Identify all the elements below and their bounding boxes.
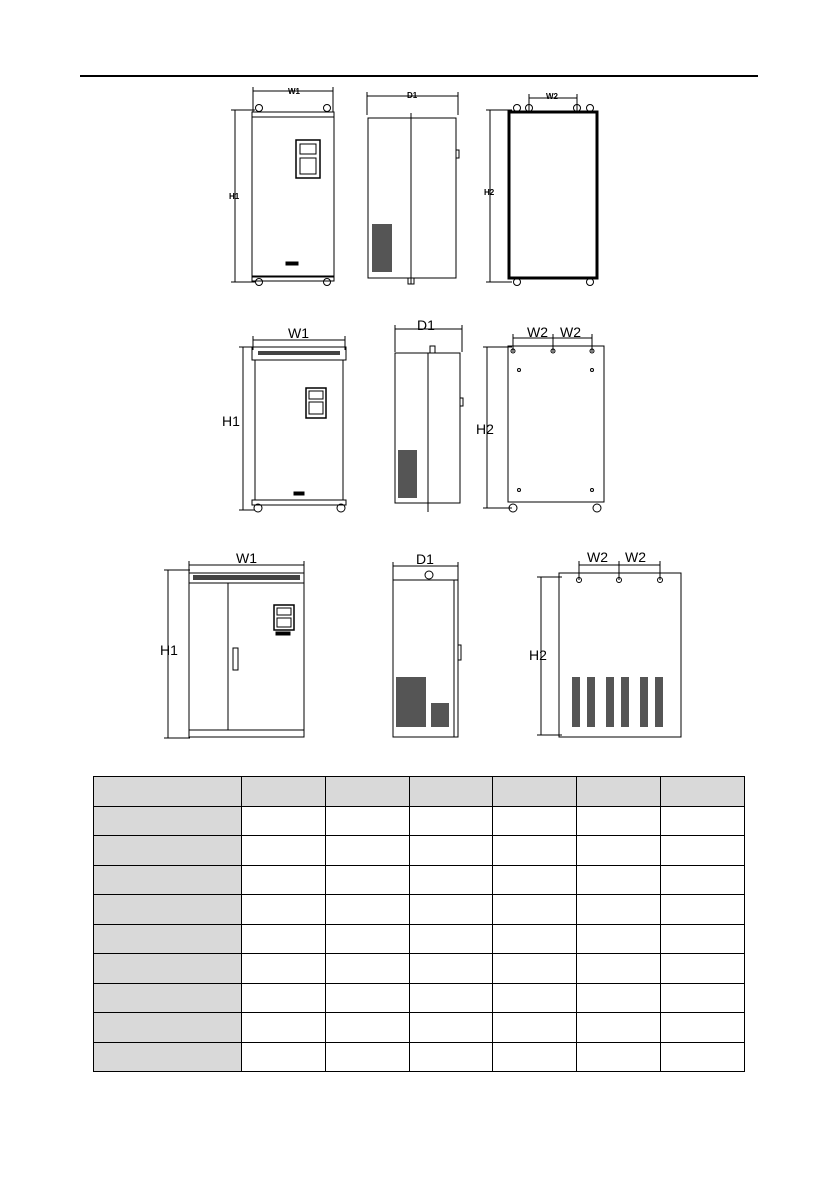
table-cell [94,836,242,866]
table-cell [409,777,493,807]
table-cell [94,924,242,954]
table-cell [409,954,493,984]
table-cell [242,865,326,895]
label-d1: D1 [417,317,435,333]
table-cell [409,1042,493,1072]
table-cell [493,806,577,836]
table-cell [409,806,493,836]
table-cell [409,865,493,895]
table-cell [242,1013,326,1043]
table-cell [242,895,326,925]
label-h1: H1 [222,413,240,429]
label-h2: H2 [529,647,547,663]
table-cell [661,1013,745,1043]
table-cell [94,806,242,836]
table-cell [493,836,577,866]
table-cell [577,895,661,925]
table-cell [661,924,745,954]
row3-side-view [393,562,461,737]
table-row [94,865,745,895]
label-d1: D1 [407,91,418,100]
label-w2-right: W2 [560,324,581,340]
table-cell [577,777,661,807]
table-cell [493,983,577,1013]
table-cell [325,895,409,925]
table-cell [661,1042,745,1072]
label-w2-left: W2 [587,549,608,565]
table-cell [577,806,661,836]
label-w2-left: W2 [527,324,548,340]
table-cell [493,924,577,954]
table-cell [325,1042,409,1072]
dimensions-table [93,776,745,1072]
table-cell [409,836,493,866]
table-cell [94,777,242,807]
table-cell [242,954,326,984]
label-h2: H2 [476,421,494,437]
table-row [94,895,745,925]
table-cell [661,806,745,836]
table-cell [242,836,326,866]
label-w2: W2 [546,92,558,101]
table-cell [493,954,577,984]
row3-back-view [537,561,681,737]
table-cell [577,1013,661,1043]
table-cell [94,865,242,895]
table-cell [325,954,409,984]
table-cell [409,1013,493,1043]
label-w1: W1 [236,550,257,566]
table-cell [242,924,326,954]
table-row [94,1013,745,1043]
label-w1: W1 [288,87,300,96]
table-cell [661,865,745,895]
table-cell [493,1013,577,1043]
table-cell [661,777,745,807]
table-cell [661,983,745,1013]
table-row [94,983,745,1013]
table-cell [325,1013,409,1043]
table-row [94,1042,745,1072]
table-cell [493,865,577,895]
label-w1: W1 [288,325,309,341]
row1-front-view [231,87,334,286]
table-cell [325,924,409,954]
label-d1: D1 [416,551,434,567]
label-h1: H1 [160,642,178,658]
table-cell [577,836,661,866]
table-cell [94,1042,242,1072]
table-cell [577,924,661,954]
table-cell [661,954,745,984]
row1-side-view [367,92,459,284]
table-row [94,806,745,836]
table-cell [94,983,242,1013]
table-cell [94,954,242,984]
table-cell [577,954,661,984]
table-cell [493,777,577,807]
table-cell [661,836,745,866]
table-cell [493,895,577,925]
label-w2-right: W2 [625,549,646,565]
table-cell [577,865,661,895]
row2-back-view [483,334,604,512]
table-cell [94,1013,242,1043]
row2-front-view [239,336,346,512]
table-cell [325,806,409,836]
table-cell [325,865,409,895]
table-cell [325,983,409,1013]
row2-side-view [395,325,463,512]
row3-front-view [164,561,304,738]
table-header-row [94,777,745,807]
table-cell [409,924,493,954]
table-row [94,954,745,984]
table-cell [94,895,242,925]
table-cell [577,1042,661,1072]
table-cell [493,1042,577,1072]
table-cell [242,806,326,836]
table-cell [242,983,326,1013]
table-cell [242,1042,326,1072]
table-cell [409,983,493,1013]
table-row [94,836,745,866]
table-cell [409,895,493,925]
row1-back-view [486,94,597,286]
table-cell [577,983,661,1013]
table-cell [325,777,409,807]
table-cell [325,836,409,866]
label-h2: H2 [484,188,495,197]
label-h1: H1 [229,192,240,201]
table-row [94,924,745,954]
table-cell [242,777,326,807]
table-cell [661,895,745,925]
